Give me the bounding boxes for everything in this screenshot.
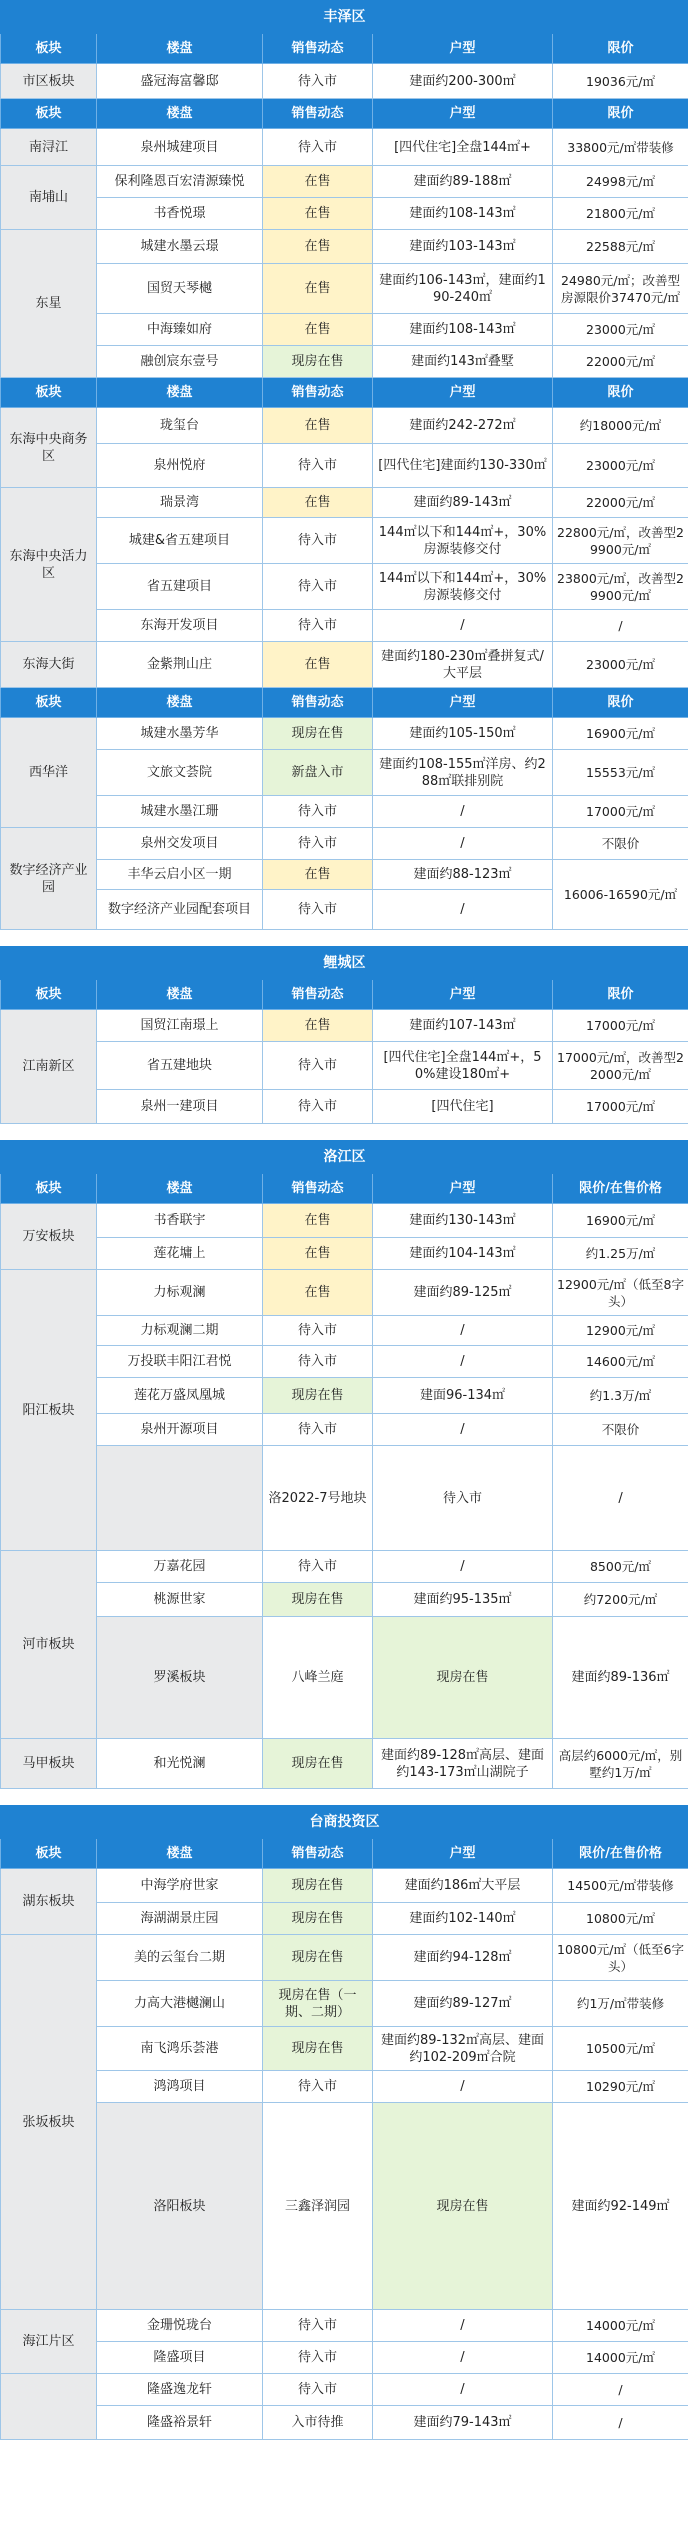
unit-type-cell: 建面约95-135㎡ [373, 1583, 553, 1617]
status-cell: 现房在售 [263, 1583, 373, 1617]
price-cell: 16900元/㎡ [553, 1204, 688, 1238]
project-cell: 城建水墨云璟 [97, 230, 263, 264]
column-header: 楼盘 [97, 1174, 263, 1204]
section-gap [0, 1124, 688, 1140]
project-cell: 三鑫泽润园 [263, 2103, 373, 2310]
project-cell: 鸿鸿项目 [97, 2071, 263, 2103]
status-cell: 在售 [263, 264, 373, 314]
price-cell: 17000元/㎡ [553, 1090, 688, 1124]
unit-type-cell: 建面约143㎡叠墅 [373, 346, 553, 378]
table-row [1, 1346, 688, 1378]
project-cell: 南飞鸿乐荟港 [97, 2027, 263, 2071]
price-cell: 12900元/㎡（低至8字头） [553, 1270, 688, 1316]
status-cell: 在售 [263, 230, 373, 264]
block-cell: 东星 [1, 230, 97, 378]
status-cell: 待入市 [263, 444, 373, 488]
project-cell: 海湖湖景庄园 [97, 1903, 263, 1935]
column-header: 楼盘 [97, 688, 263, 718]
unit-type-cell: / [373, 610, 553, 642]
price-cell: / [553, 2406, 688, 2440]
project-cell: 城建&省五建项目 [97, 518, 263, 564]
column-header: 户型 [373, 688, 553, 718]
project-cell: 融创宸东壹号 [97, 346, 263, 378]
project-cell: 国贸天琴樾 [97, 264, 263, 314]
project-cell: 隆盛逸龙轩 [97, 2374, 263, 2406]
block-cell: 海江片区 [1, 2310, 97, 2374]
status-cell: 现房在售 [263, 1739, 373, 1789]
project-cell: 莲花万盛凤凰城 [97, 1378, 263, 1414]
column-header: 限价 [553, 34, 688, 64]
status-cell: 在售 [263, 1010, 373, 1042]
table-row [1, 564, 688, 610]
column-header: 楼盘 [97, 99, 263, 129]
price-cell: 23000元/㎡ [553, 444, 688, 488]
project-cell: 隆盛裕景轩 [97, 2406, 263, 2440]
block-cell: 市区板块 [1, 64, 97, 99]
unit-type-cell: 建面约89-128㎡高层、建面约143-173㎡山湖院子 [373, 1739, 553, 1789]
column-header: 户型 [373, 378, 553, 408]
table-row [1, 408, 688, 444]
table-row [1, 1204, 688, 1238]
column-header: 销售动态 [263, 378, 373, 408]
status-cell: 现房在售 [263, 1935, 373, 1981]
project-cell: 力标观澜二期 [97, 1316, 263, 1346]
project-cell: 文旅文荟院 [97, 750, 263, 796]
status-cell: 待入市 [263, 610, 373, 642]
price-cell: 22588元/㎡ [553, 230, 688, 264]
column-header: 板块 [1, 980, 97, 1010]
block-cell [97, 1446, 263, 1551]
price-cell: 33800元/㎡带装修 [553, 129, 688, 166]
price-cell: 23800元/㎡，改善型29900元/㎡ [553, 564, 688, 610]
table-row [1, 2374, 688, 2406]
project-cell: 数字经济产业园配套项目 [97, 890, 263, 930]
district-table [0, 1140, 688, 1789]
project-cell: 中海学府世家 [97, 1869, 263, 1903]
block-cell: 江南新区 [1, 1010, 97, 1124]
project-cell: 隆盛项目 [97, 2342, 263, 2374]
block-cell: 马甲板块 [1, 1739, 97, 1789]
status-cell: 新盘入市 [263, 750, 373, 796]
unit-type-cell: 建面约130-143㎡ [373, 1204, 553, 1238]
table-row [1, 1551, 688, 1583]
price-cell: 16900元/㎡ [553, 718, 688, 750]
table-row [1, 518, 688, 564]
table-row [1, 1981, 688, 2027]
price-cell: 14000元/㎡ [553, 2342, 688, 2374]
status-cell: 现房在售 [263, 2027, 373, 2071]
unit-type-cell: [四代住宅] [373, 1090, 553, 1124]
price-cell: 不限价 [553, 828, 688, 860]
status-cell: 现房在售（一期、二期） [263, 1981, 373, 2027]
price-cell: 21800元/㎡ [553, 198, 688, 230]
unit-type-cell: / [373, 890, 553, 930]
unit-type-cell: / [553, 1446, 688, 1551]
column-header: 板块 [1, 688, 97, 718]
district-table [0, 946, 688, 1124]
status-cell: 待入市 [263, 1551, 373, 1583]
table-row [1, 1739, 688, 1789]
unit-type-cell: 建面约242-272㎡ [373, 408, 553, 444]
unit-type-cell: [四代住宅]全盘144㎡+ [373, 129, 553, 166]
project-cell: 和光悦澜 [97, 1739, 263, 1789]
status-cell: 待入市 [263, 796, 373, 828]
table-row [1, 1378, 688, 1414]
table-row [1, 198, 688, 230]
block-cell: 南埔山 [1, 166, 97, 230]
status-cell: 在售 [263, 198, 373, 230]
price-cell: 12900元/㎡ [553, 1316, 688, 1346]
block-cell: 数字经济产业园 [1, 828, 97, 930]
price-cell: 10290元/㎡ [553, 2071, 688, 2103]
status-cell: 待入市 [263, 64, 373, 99]
table-row [1, 1583, 688, 1617]
column-header: 销售动态 [263, 688, 373, 718]
table-row [1, 796, 688, 828]
column-header: 限价 [553, 99, 688, 129]
project-cell: 盛冠海富馨邸 [97, 64, 263, 99]
column-header: 限价 [553, 980, 688, 1010]
block-cell: 南浔江 [1, 129, 97, 166]
table-row [1, 1935, 688, 1981]
table-row [1, 642, 688, 688]
table-row [1, 230, 688, 264]
column-header: 板块 [1, 34, 97, 64]
status-cell: 待入市 [263, 2374, 373, 2406]
unit-type-cell: 建面约89-125㎡ [373, 1270, 553, 1316]
unit-type-cell: [四代住宅]建面约130-330㎡ [373, 444, 553, 488]
unit-type-cell: 144㎡以下和144㎡+，30%房源装修交付 [373, 564, 553, 610]
unit-type-cell: / [373, 1551, 553, 1583]
project-cell: 万嘉花园 [97, 1551, 263, 1583]
status-cell: 待入市 [263, 1414, 373, 1446]
table-row [1, 346, 688, 378]
price-cell: 22000元/㎡ [553, 488, 688, 518]
column-header: 销售动态 [263, 1839, 373, 1869]
status-cell: 在售 [263, 166, 373, 198]
unit-type-cell: 建面约106-143㎡，建面约190-240㎡ [373, 264, 553, 314]
project-cell: 金紫荆山庄 [97, 642, 263, 688]
table-row [1, 1316, 688, 1346]
status-cell: 待入市 [263, 2310, 373, 2342]
project-cell: 洛2022-7号地块 [263, 1446, 373, 1551]
block-cell: 万安板块 [1, 1204, 97, 1270]
status-cell: 在售 [263, 1270, 373, 1316]
unit-type-cell: 144㎡以下和144㎡+，30%房源装修交付 [373, 518, 553, 564]
unit-type-cell: 建面约186㎡大平层 [373, 1869, 553, 1903]
status-cell: 在售 [263, 642, 373, 688]
unit-type-cell: 建面约89-136㎡ [553, 1617, 688, 1739]
table-row [1, 1238, 688, 1270]
unit-type-cell: / [373, 1346, 553, 1378]
unit-type-cell: 建面约92-149㎡ [553, 2103, 688, 2310]
unit-type-cell: 建面约108-155㎡洋房、约288㎡联排别院 [373, 750, 553, 796]
district-title: 丰泽区 [1, 1, 688, 34]
district-title: 台商投资区 [1, 1806, 688, 1839]
status-cell: 现房在售 [263, 346, 373, 378]
price-cell: 15553元/㎡ [553, 750, 688, 796]
price-cell: 约1.3万/㎡ [553, 1378, 688, 1414]
price-cell: / [553, 2374, 688, 2406]
unit-type-cell: 建面约105-150㎡ [373, 718, 553, 750]
unit-type-cell: / [373, 1414, 553, 1446]
project-cell: 泉州一建项目 [97, 1090, 263, 1124]
project-cell: 八峰兰庭 [263, 1617, 373, 1739]
table-row [1, 718, 688, 750]
table-row [1, 750, 688, 796]
unit-type-cell: 建面约89-188㎡ [373, 166, 553, 198]
status-cell: 现房在售 [263, 718, 373, 750]
column-header: 销售动态 [263, 34, 373, 64]
status-cell: 在售 [263, 314, 373, 346]
status-cell: 待入市 [263, 1042, 373, 1090]
price-cell: 约1.25万/㎡ [553, 1238, 688, 1270]
price-cell: 约1万/㎡带装修 [553, 1981, 688, 2027]
unit-type-cell: / [373, 1316, 553, 1346]
table-row [1, 1414, 688, 1446]
table-row [1, 2342, 688, 2374]
unit-type-cell: 建面约94-128㎡ [373, 1935, 553, 1981]
status-cell: 待入市 [263, 564, 373, 610]
status-cell: 现房在售 [263, 1869, 373, 1903]
column-header: 限价/在售价格 [553, 1174, 688, 1204]
table-row [1, 129, 688, 166]
project-cell: 泉州交发项目 [97, 828, 263, 860]
column-header: 限价 [553, 688, 688, 718]
table-row [1, 1903, 688, 1935]
column-header: 板块 [1, 378, 97, 408]
unit-type-cell: / [373, 2071, 553, 2103]
column-header: 限价/在售价格 [553, 1839, 688, 1869]
price-cell: 17000元/㎡，改善型22000元/㎡ [553, 1042, 688, 1090]
table-row [1, 264, 688, 314]
status-cell: 在售 [263, 1238, 373, 1270]
status-cell: 入市待推 [263, 2406, 373, 2440]
unit-type-cell: 建面约104-143㎡ [373, 1238, 553, 1270]
price-cell: / [553, 610, 688, 642]
unit-type-cell: / [373, 2342, 553, 2374]
unit-type-cell: / [373, 2374, 553, 2406]
price-cell: 14600元/㎡ [553, 1346, 688, 1378]
project-cell: 中海臻如府 [97, 314, 263, 346]
block-cell: 阳江板块 [1, 1270, 97, 1551]
price-cell: 14500元/㎡带装修 [553, 1869, 688, 1903]
unit-type-cell: 建面约89-127㎡ [373, 1981, 553, 2027]
column-header: 楼盘 [97, 1839, 263, 1869]
price-cell: 23000元/㎡ [553, 642, 688, 688]
table-row [1, 2103, 688, 2310]
status-cell: 在售 [263, 488, 373, 518]
price-cell: 14000元/㎡ [553, 2310, 688, 2342]
price-cell: 22800元/㎡，改善型29900元/㎡ [553, 518, 688, 564]
column-header: 销售动态 [263, 1174, 373, 1204]
status-cell: 待入市 [263, 828, 373, 860]
project-cell: 城建水墨芳华 [97, 718, 263, 750]
column-header: 户型 [373, 980, 553, 1010]
unit-type-cell: / [373, 828, 553, 860]
project-cell: 省五建项目 [97, 564, 263, 610]
project-cell: 城建水墨江珊 [97, 796, 263, 828]
table-row [1, 828, 688, 860]
block-cell: 东海中央活力区 [1, 488, 97, 642]
column-header: 户型 [373, 1174, 553, 1204]
unit-type-cell: 建面约102-140㎡ [373, 1903, 553, 1935]
project-cell: 保利隆恩百宏清源臻悦 [97, 166, 263, 198]
status-cell: 在售 [263, 1204, 373, 1238]
block-cell: 罗溪板块 [97, 1617, 263, 1739]
table-row [1, 166, 688, 198]
column-header: 板块 [1, 99, 97, 129]
price-cell: 17000元/㎡ [553, 796, 688, 828]
status-cell: 待入市 [263, 1316, 373, 1346]
column-header: 限价 [553, 378, 688, 408]
status-cell: 在售 [263, 860, 373, 890]
price-cell: 约18000元/㎡ [553, 408, 688, 444]
status-cell: 现房在售 [373, 2103, 553, 2310]
price-cell: 24998元/㎡ [553, 166, 688, 198]
unit-type-cell: 建面96-134㎡ [373, 1378, 553, 1414]
district-table [0, 0, 688, 930]
table-row [1, 860, 688, 890]
table-row [1, 444, 688, 488]
project-cell: 国贸江南璟上 [97, 1010, 263, 1042]
status-cell: 待入市 [263, 1090, 373, 1124]
project-cell: 力高大港樾澜山 [97, 1981, 263, 2027]
price-cell: 10800元/㎡（低至6字头） [553, 1935, 688, 1981]
district-table [0, 1805, 688, 2440]
status-cell: 待入市 [373, 1446, 553, 1551]
district-title: 洛江区 [1, 1141, 688, 1174]
project-cell: 书香悦璟 [97, 198, 263, 230]
project-cell: 泉州城建项目 [97, 129, 263, 166]
section-gap [0, 1789, 688, 1805]
price-cell: 约7200元/㎡ [553, 1583, 688, 1617]
table-row [1, 1090, 688, 1124]
district-title: 鲤城区 [1, 947, 688, 980]
price-cell: 19036元/㎡ [553, 64, 688, 99]
project-cell: 书香联宇 [97, 1204, 263, 1238]
status-cell: 现房在售 [373, 1617, 553, 1739]
table-row [1, 2310, 688, 2342]
column-header: 户型 [373, 34, 553, 64]
unit-type-cell: [四代住宅]全盘144㎡+，50%建设180㎡+ [373, 1042, 553, 1090]
column-header: 楼盘 [97, 980, 263, 1010]
project-cell: 泉州悦府 [97, 444, 263, 488]
status-cell: 在售 [263, 408, 373, 444]
table-row [1, 64, 688, 99]
block-cell: 洛阳板块 [97, 2103, 263, 2310]
column-header: 楼盘 [97, 34, 263, 64]
column-header: 户型 [373, 99, 553, 129]
price-cell: 10500元/㎡ [553, 2027, 688, 2071]
table-row [1, 1446, 688, 1551]
unit-type-cell: 建面约180-230㎡叠拼复式/大平层 [373, 642, 553, 688]
table-row [1, 1010, 688, 1042]
status-cell: 现房在售 [263, 1903, 373, 1935]
project-cell: 省五建地块 [97, 1042, 263, 1090]
column-header: 户型 [373, 1839, 553, 1869]
block-cell: 东海大街 [1, 642, 97, 688]
project-cell: 丰华云启小区一期 [97, 860, 263, 890]
price-cell: 22000元/㎡ [553, 346, 688, 378]
table-row [1, 610, 688, 642]
price-cell: 23000元/㎡ [553, 314, 688, 346]
status-cell: 待入市 [263, 518, 373, 564]
status-cell: 现房在售 [263, 1378, 373, 1414]
price-cell: 8500元/㎡ [553, 1551, 688, 1583]
column-header: 销售动态 [263, 980, 373, 1010]
column-header: 板块 [1, 1174, 97, 1204]
unit-type-cell: 建面约88-123㎡ [373, 860, 553, 890]
block-cell: 河市板块 [1, 1551, 97, 1739]
project-cell: 力标观澜 [97, 1270, 263, 1316]
block-cell: 湖东板块 [1, 1869, 97, 1935]
unit-type-cell: 建面约89-143㎡ [373, 488, 553, 518]
price-cell: 24980元/㎡；改善型房源限价37470元/㎡ [553, 264, 688, 314]
project-cell: 泉州开源项目 [97, 1414, 263, 1446]
table-row [1, 1617, 688, 1739]
price-cell: 17000元/㎡ [553, 1010, 688, 1042]
project-cell: 东海开发项目 [97, 610, 263, 642]
project-cell: 珑玺台 [97, 408, 263, 444]
status-cell: 待入市 [263, 129, 373, 166]
project-cell: 莲花墉上 [97, 1238, 263, 1270]
project-cell: 金珊悦珑台 [97, 2310, 263, 2342]
block-cell: 张坂板块 [1, 1935, 97, 2310]
table-row [1, 314, 688, 346]
block-cell: 东海中央商务区 [1, 408, 97, 488]
column-header: 板块 [1, 1839, 97, 1869]
table-row [1, 1869, 688, 1903]
section-gap [0, 930, 688, 946]
unit-type-cell: / [373, 2310, 553, 2342]
unit-type-cell: 建面约107-143㎡ [373, 1010, 553, 1042]
price-cell: 10800元/㎡ [553, 1903, 688, 1935]
status-cell: 待入市 [263, 890, 373, 930]
status-cell: 待入市 [263, 2342, 373, 2374]
table-row [1, 1270, 688, 1316]
table-row [1, 488, 688, 518]
block-cell: 西华洋 [1, 718, 97, 828]
price-cell: 高层约6000元/㎡，别墅约1万/㎡ [553, 1739, 688, 1789]
status-cell: 待入市 [263, 2071, 373, 2103]
table-row [1, 1042, 688, 1090]
unit-type-cell: / [373, 796, 553, 828]
project-cell: 瑞景湾 [97, 488, 263, 518]
table-row [1, 2071, 688, 2103]
project-cell: 桃源世家 [97, 1583, 263, 1617]
unit-type-cell: 建面约79-143㎡ [373, 2406, 553, 2440]
unit-type-cell: 建面约108-143㎡ [373, 198, 553, 230]
unit-type-cell: 建面约103-143㎡ [373, 230, 553, 264]
column-header: 销售动态 [263, 99, 373, 129]
unit-type-cell: 建面约200-300㎡ [373, 64, 553, 99]
project-cell: 万投联丰阳江君悦 [97, 1346, 263, 1378]
price-cell: 16006-16590元/㎡ [553, 860, 688, 930]
table-row [1, 2406, 688, 2440]
block-cell [1, 2374, 97, 2440]
unit-type-cell: 建面约89-132㎡高层、建面约102-209㎡合院 [373, 2027, 553, 2071]
project-cell: 美的云玺台二期 [97, 1935, 263, 1981]
status-cell: 待入市 [263, 1346, 373, 1378]
price-cell: 不限价 [553, 1414, 688, 1446]
unit-type-cell: 建面约108-143㎡ [373, 314, 553, 346]
column-header: 楼盘 [97, 378, 263, 408]
table-row [1, 2027, 688, 2071]
